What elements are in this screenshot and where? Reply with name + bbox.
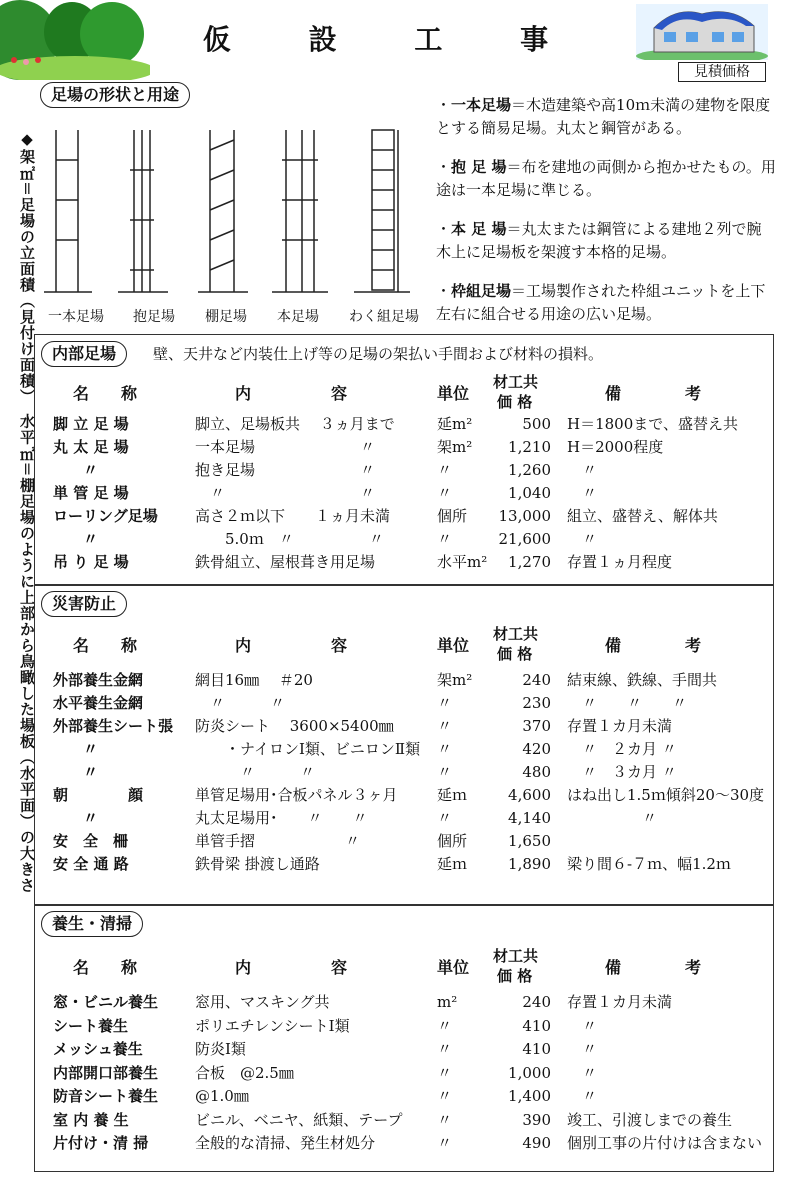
cell-name: 吊 り 足 場 xyxy=(53,553,129,571)
cell-unit: 〃 xyxy=(437,1087,453,1105)
cell-unit: 〃 xyxy=(437,461,453,479)
cell-name: 片付け・清 掃 xyxy=(53,1134,149,1152)
cell-price: 1,000 xyxy=(508,1063,551,1082)
cell-price: 420 xyxy=(522,740,551,758)
cell-unit: 〃 xyxy=(437,530,453,548)
cell-note: 竣工、引渡しまでの養生 xyxy=(567,1110,733,1129)
cell-note: 〃 xyxy=(567,484,598,502)
cell-name: シート養生 xyxy=(53,1016,129,1035)
desc-waku: ・枠組足場＝工場製作された枠組ユニットを上下左右に組合せる用途の広い足場。 xyxy=(436,282,766,323)
cell-price: 490 xyxy=(522,1134,551,1152)
header-price1: 材工共 xyxy=(493,625,539,643)
cell-content: 防炎Ⅰ類 xyxy=(195,1040,246,1058)
table-row xyxy=(35,482,773,504)
cell-unit: 〃 xyxy=(437,694,453,712)
table-row xyxy=(35,784,773,806)
cell-note: 〃 xyxy=(567,1063,598,1082)
cell-content: 〃 〃 xyxy=(195,484,376,502)
cell-note: 〃 xyxy=(567,1087,598,1105)
cell-price: 1,040 xyxy=(508,484,551,502)
header-price1: 材工共 xyxy=(493,373,539,391)
cell-name: ローリング足場 xyxy=(53,507,158,525)
cell-price: 13,000 xyxy=(498,507,551,525)
cell-note: 〃 xyxy=(567,1016,598,1035)
cell-name: 内部開口部養生 xyxy=(53,1063,159,1082)
cell-content: ・ナイロンⅠ類、ビニロンⅡ類 xyxy=(195,740,421,758)
scaffold-heading: 足場の形状と用途 xyxy=(40,82,190,108)
table-row xyxy=(35,413,773,435)
cell-content: 窓用、マスキング共 xyxy=(195,993,330,1011)
cell-unit: 個所 xyxy=(437,832,468,850)
scaffold-diagrams xyxy=(38,120,418,300)
cell-unit: 〃 xyxy=(437,809,453,827)
cell-price: 1,270 xyxy=(508,553,551,571)
cell-name: 外部養生金網 xyxy=(53,671,144,689)
cell-note: 個別工事の片付けは含まない xyxy=(567,1134,763,1152)
cell-note: 存置１カ月未満 xyxy=(567,993,673,1011)
cell-content: 防炎シート 3600×5400㎜ xyxy=(195,717,394,735)
header-content: 内 容 xyxy=(235,958,348,977)
cell-name: 窓・ビニル養生 xyxy=(53,993,159,1011)
header-name: 名 称 xyxy=(73,384,138,403)
cell-content: 丸太足場用･ 〃 〃 xyxy=(195,809,368,827)
cell-name: 単 管 足 場 xyxy=(53,484,129,502)
cell-name: 朝 顔 xyxy=(53,786,144,804)
desc-daki: ・抱 足 場＝布を建地の両側から抱かせたもの。用途は一本足場に準じる。 xyxy=(436,158,776,199)
table-row xyxy=(35,692,773,714)
cell-price: 240 xyxy=(522,993,551,1011)
scaffold-label-ippon: 一本足場 xyxy=(48,309,104,325)
section-disaster-prevention xyxy=(34,584,774,906)
table-row xyxy=(35,991,773,1013)
cell-unit: 〃 xyxy=(437,1040,453,1058)
cell-name: 安 全 柵 xyxy=(53,832,129,850)
cell-content: 〃 〃 xyxy=(195,763,316,781)
cell-content: 単管手摺 〃 xyxy=(195,832,361,850)
cell-content: 高さ２ｍ以下 １ヵ月未満 xyxy=(195,507,391,525)
cell-price: 410 xyxy=(522,1016,551,1035)
cell-price: 240 xyxy=(522,671,551,689)
cell-name: 水平養生金網 xyxy=(53,694,144,712)
cell-name: 室 内 養 生 xyxy=(53,1110,129,1129)
cell-content: 一本足場 〃 xyxy=(195,438,376,456)
header-price1: 材工共 xyxy=(493,947,539,965)
cell-content: @1.0㎜ xyxy=(195,1087,249,1105)
cell-note: 〃 ２カ月 〃 xyxy=(567,740,677,758)
cell-note: 〃 xyxy=(567,530,598,548)
header-note: 備 考 xyxy=(605,636,702,655)
section-curing-cleaning xyxy=(34,904,774,1172)
cell-unit: 〃 xyxy=(437,763,453,781)
table-row xyxy=(35,1109,773,1131)
cell-price: 1,650 xyxy=(508,832,551,850)
cell-unit: 〃 xyxy=(437,1016,453,1035)
cell-price: 390 xyxy=(522,1110,551,1129)
cell-name: 〃 xyxy=(53,740,99,758)
header-content: 内 容 xyxy=(235,384,348,403)
cell-name: 脚 立 足 場 xyxy=(53,415,129,433)
table-row xyxy=(35,505,773,527)
table-row xyxy=(35,830,773,852)
cell-note: 梁り間６-７ｍ、幅1.2ｍ xyxy=(567,855,731,873)
cell-name: 外部養生シート張 xyxy=(53,717,174,735)
section-interior-scaffold xyxy=(34,334,774,586)
cell-unit: 〃 xyxy=(437,484,453,502)
table-row xyxy=(35,853,773,875)
estimate-label: 見積価格 xyxy=(678,62,766,82)
cell-note: 存置１ヵ月程度 xyxy=(567,553,673,571)
cell-note: 〃 ３カ月 〃 xyxy=(567,763,677,781)
cell-content: 合板 @2.5㎜ xyxy=(195,1063,294,1082)
cell-price: 4,140 xyxy=(508,809,551,827)
cell-note: 結束線、鉄線、手間共 xyxy=(567,671,718,689)
cell-content: 鉄骨組立、屋根葺き用足場 xyxy=(195,553,376,571)
table-row xyxy=(35,1038,773,1060)
table-row xyxy=(35,436,773,458)
header-price2: 価 格 xyxy=(497,645,533,663)
cell-unit: 延ｍ xyxy=(437,786,468,804)
desc-ippon: ・一本足場＝木造建築や高10ｍ未満の建物を限度とする簡易足場。丸太と鋼管がある。 xyxy=(436,96,771,137)
table-row xyxy=(35,761,773,783)
header-content: 内 容 xyxy=(235,636,348,655)
table-row xyxy=(35,1132,773,1154)
header-price2: 価 格 xyxy=(497,393,533,411)
cell-price: 230 xyxy=(522,694,551,712)
header-note: 備 考 xyxy=(605,384,702,403)
cell-note: はね出し1.5ｍ傾斜20～30度 xyxy=(567,786,765,804)
section-label: 災害防止 xyxy=(41,591,127,617)
cell-name: 〃 xyxy=(53,763,99,781)
cell-price: 480 xyxy=(522,763,551,781)
header-unit: 単位 xyxy=(437,636,470,655)
scaffold-label-hon: 本足場 xyxy=(277,309,319,325)
cell-unit: 個所 xyxy=(437,507,468,525)
table-row xyxy=(35,459,773,481)
cell-content: ポリエチレンシートⅠ類 xyxy=(195,1016,350,1035)
header-price2: 価 格 xyxy=(497,967,533,985)
cell-name: 〃 xyxy=(53,461,99,479)
cell-note: 〃 xyxy=(567,1040,598,1058)
cell-price: 500 xyxy=(522,415,551,433)
cell-unit: m² xyxy=(437,993,458,1011)
cell-note: 〃 xyxy=(567,461,598,479)
desc-hon: ・本 足 場＝丸太または鋼管による建地２列で腕木上に足場板を架渡す本格的足場。 xyxy=(436,220,762,261)
header-unit: 単位 xyxy=(437,958,470,977)
table-row xyxy=(35,669,773,691)
cell-price: 1,210 xyxy=(508,438,551,456)
cell-content: 〃 〃 xyxy=(195,694,286,712)
scaffold-label-tana: 棚足場 xyxy=(205,309,247,325)
cell-unit: 架m² xyxy=(437,671,473,689)
scaffold-label-waku: わく組足場 xyxy=(349,309,419,325)
cell-price: 1,260 xyxy=(508,461,551,479)
cell-price: 410 xyxy=(522,1040,551,1058)
table-row xyxy=(35,738,773,760)
section-caption: 壁、天井など内装仕上げ等の足場の架払い手間および材料の損料。 xyxy=(153,345,604,363)
cell-unit: 〃 xyxy=(437,1063,453,1082)
header-name: 名 称 xyxy=(73,958,138,977)
cell-content: ビニル、ベニヤ、紙類、テープ xyxy=(195,1110,403,1129)
cell-name: 〃 xyxy=(53,530,99,548)
cell-content: 網目16㎜ ＃20 xyxy=(195,671,313,689)
cell-unit: 〃 xyxy=(437,717,453,735)
cell-price: 370 xyxy=(522,717,551,735)
cell-content: 単管足場用･合板パネル３ヶ月 xyxy=(195,786,398,804)
cell-note: H＝1800まで、盛替え共 xyxy=(567,415,738,433)
cell-content: 全般的な清掃、発生材処分 xyxy=(195,1134,376,1152)
vertical-note: ◆架㎡＝足場の立面積（見付け面積） 水平㎡＝棚足場のように上部から鳥瞰した場板（水平面）の大きさ xyxy=(18,130,36,894)
section-label: 内部足場 xyxy=(41,341,127,367)
table-row xyxy=(35,1015,773,1037)
cell-unit: 架m² xyxy=(437,438,473,456)
cell-content: 抱き足場 〃 xyxy=(195,461,376,479)
table-row xyxy=(35,1085,773,1107)
cell-price: 21,600 xyxy=(498,530,551,548)
cell-name: 〃 xyxy=(53,809,99,827)
cell-content: 脚立、足場板共 ３ヵ月まで xyxy=(195,415,395,433)
cell-note: 〃 xyxy=(567,809,658,827)
cell-content: 鉄骨梁 掛渡し通路 xyxy=(195,855,320,873)
cell-unit: 〃 xyxy=(437,740,453,758)
cell-name: 丸 太 足 場 xyxy=(53,438,129,456)
cell-note: 〃 〃 〃 xyxy=(567,694,688,712)
cell-note: H＝2000程度 xyxy=(567,438,664,456)
header-note: 備 考 xyxy=(605,958,702,977)
table-row xyxy=(35,528,773,550)
cell-name: 防音シート養生 xyxy=(53,1087,159,1105)
cell-unit: 延ｍ xyxy=(437,855,468,873)
page-title: 仮 設 工 事 xyxy=(202,23,583,56)
cell-unit: 延m² xyxy=(437,415,473,433)
cell-note: 組立、盛替え、解体共 xyxy=(567,507,718,525)
table-row xyxy=(35,551,773,573)
table-row xyxy=(35,807,773,829)
cell-content: 5.0ｍ 〃 〃 xyxy=(195,530,384,548)
cell-name: メッシュ養生 xyxy=(53,1040,143,1058)
table-row xyxy=(35,1062,773,1084)
cell-price: 1,400 xyxy=(508,1087,551,1105)
cell-price: 1,890 xyxy=(508,855,551,873)
header-unit: 単位 xyxy=(437,384,470,403)
cell-name: 安 全 通 路 xyxy=(53,855,129,873)
cell-unit: 〃 xyxy=(437,1110,453,1129)
table-row xyxy=(35,715,773,737)
cell-unit: 〃 xyxy=(437,1134,453,1152)
cell-note: 存置１カ月未満 xyxy=(567,717,673,735)
header-name: 名 称 xyxy=(73,636,138,655)
cell-unit: 水平m² xyxy=(437,553,488,571)
cell-price: 4,600 xyxy=(508,786,551,804)
scaffold-label-daki: 抱足場 xyxy=(133,309,175,325)
section-label: 養生・清掃 xyxy=(41,911,143,937)
